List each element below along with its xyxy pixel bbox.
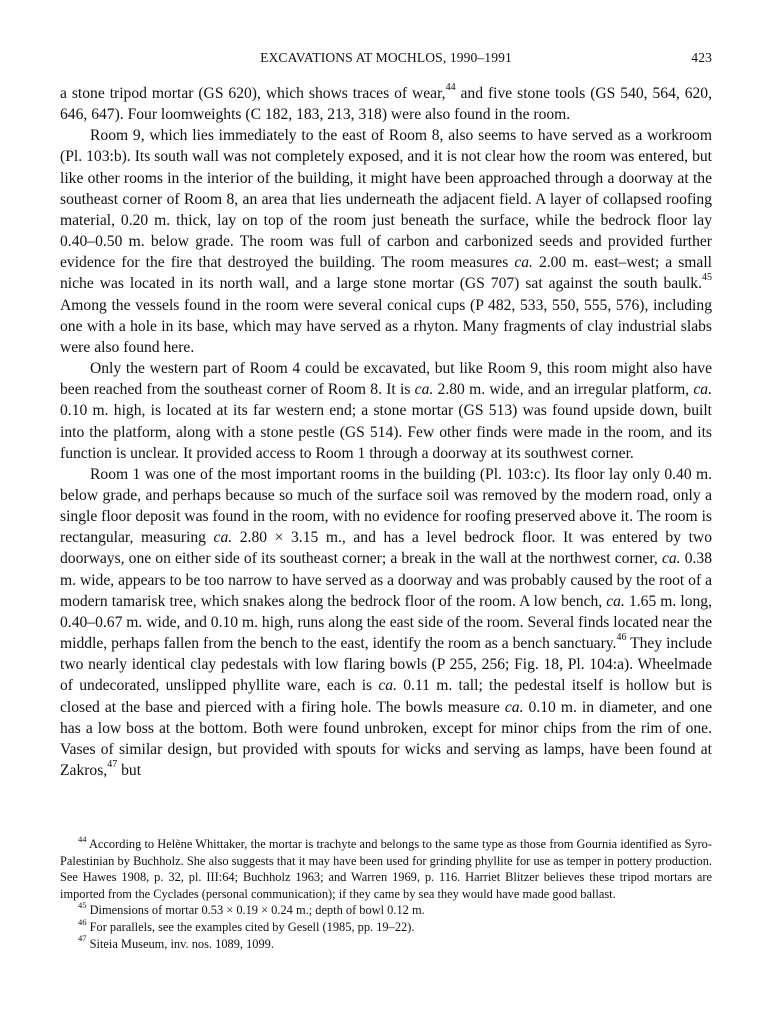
text-run: 0.38 m. wide, appears to be too narrow to have served as a doorway and was probably caused by the root of a modern tamarisk tree, which snakes along the bedrock floor of the room. A low bench, <box>60 550 712 610</box>
footnote-45 <box>60 902 712 919</box>
footnote-47 <box>60 933 712 953</box>
text-run: 2.80 × 3.15 m., and has a level bedrock floor. It was entered by two doorways, one on either side of its southeast corner; a break in the wall at the northwest corner, <box>60 529 712 568</box>
text-run: Only the western part of Room 4 could be excavated, but like Room 9, this room might also have been reached from the southeast corner of Room 8. It is <box>60 360 712 399</box>
text-run: 0.10 m. high, is located at its far western end; a stone mortar (GS 513) was found upside down, built into the platform, along with a stone pestle (GS 514). Few other finds were made in the room, and its function is unclear. It provided access to Room 1 through a doorway at its southwest corner. <box>60 402 712 462</box>
footnote-text: Dimensions of mortar 0.53 × 0.19 × 0.24 m.; depth of bowl 0.12 m. <box>89 903 425 918</box>
body-text <box>60 83 712 781</box>
text-run: 2.80 m. wide, and an irregular platform, <box>433 381 694 399</box>
paragraph-room-9 <box>60 125 712 358</box>
italic-abbrev: ca. <box>514 254 533 272</box>
paragraph-continuation <box>60 83 712 125</box>
footnote-number: 46 <box>78 916 87 927</box>
text-run: They include two nearly identical clay pedestals with low flaring bowls (P 255, 256; Fig. 18, Pl. 104:a). Wheelmade of undecorated, unslipped phyllite ware, each is <box>60 635 712 695</box>
text-run: Among the vessels found in the room were several conical cups (P 482, 533, 550, 555, 576), including one with a hole in its base, which may have served as a rhyton. Many fragments of clay industrial slabs were also found here. <box>60 296 712 356</box>
text-run: Room 9, which lies immediately to the east of Room 8, also seems to have served as a workroom (Pl. 103:b). Its south wall was not completely exposed, and it is not clear how the room was entered, but like other rooms in the interior of the building, it might have been approached through a doorway at the southeast corner of Room 8, an area that lies underneath the adjacent field. A layer of collapsed roofing material, 0.20 m. thick, lay on top of the room just beneath the surface, while the bedrock floor lay 0.40–0.50 m. below grade. The room was full of carbon and carbonized seeds and provided further evidence for the fire that destroyed the building. The room measures <box>60 127 712 272</box>
footnote-text: For parallels, see the examples cited by Gesell (1985, pp. 19–22). <box>89 919 415 934</box>
page <box>60 50 712 781</box>
footnote-46 <box>60 916 712 936</box>
italic-abbrev: ca. <box>661 550 681 568</box>
footnotes <box>60 833 712 952</box>
text-run: Room 1 was one of the most important rooms in the building (Pl. 103:c). Its floor lay only 0.40 m. below grade, and perhaps because so much of the surface soil was removed by the modern road, only a single floor deposit was found in the room, with no evidence for roofing preserved above it. The room is rectangular, measuring <box>60 465 712 547</box>
text-run: 2.00 m. east–west; a small niche was located in its north wall, and a large stone mortar (GS 707) sat against the south baulk. <box>60 254 712 293</box>
footnote-ref-46: 46 <box>616 631 627 643</box>
italic-abbrev: ca. <box>414 381 434 399</box>
italic-abbrev: ca. <box>693 381 712 399</box>
italic-abbrev: ca. <box>606 592 625 610</box>
paragraph-room-4 <box>60 358 712 464</box>
footnote-ref-45: 45 <box>702 272 712 284</box>
footnote-text: Siteia Museum, inv. nos. 1089, 1099. <box>89 936 274 951</box>
footnote-number: 45 <box>78 900 87 911</box>
italic-abbrev: ca. <box>504 698 524 716</box>
footnote-number: 47 <box>78 933 87 944</box>
text-run: and five stone tools (GS 540, 564, 620, 646, 647). Four loomweights (C 182, 183, 213, 318) were also found in the room. <box>60 85 713 124</box>
italic-abbrev: ca. <box>213 529 233 547</box>
text-run: but <box>117 762 142 779</box>
paragraph-room-1 <box>60 464 712 781</box>
text-run: 1.65 m. long, 0.40–0.67 m. wide, and 0.10 m. high, runs along the east side of the room. Several finds located near the middle, perhaps fallen from the bench to the east, identify the room as a bench sanctuary. <box>60 592 712 653</box>
text-run: a stone tripod mortar (GS 620), which shows traces of wear, <box>60 85 446 102</box>
running-header <box>60 50 712 72</box>
page-number: 423 <box>691 50 712 65</box>
italic-abbrev: ca. <box>378 677 397 695</box>
text-run: 0.10 m. in diameter, and one has a low boss at the bottom. Both were found unbroken, except for minor chips from the rim of one. Vases of similar design, but provided with spouts for wicks and serving as lamps, have been found at Zakros, <box>60 698 712 779</box>
footnote-ref-44: 44 <box>445 81 456 93</box>
footnote-text: According to Helène Whittaker, the mortar is trachyte and belongs to the same type as those from Gournia identified as Syro-Palestinian by Buchholz. She also suggests that it may have been used for grinding phyllite for use as temper in pottery production. See Hawes 1908, p. 32, pl. III:64; Buchholz 1963; and Warren 1969, p. 116. Harriet Blitzer believes these tripod mortars are imported from the Cyclades (personal communication); if they came by sea they would have made good ballast. <box>60 837 712 901</box>
footnote-44 <box>60 833 712 902</box>
running-title: EXCAVATIONS AT MOCHLOS, 1990–1991 <box>260 50 512 65</box>
footnote-number: 44 <box>78 833 87 844</box>
text-run: 0.11 m. tall; the pedestal itself is hollow but is closed at the base and pierced with a firing hole. The bowls measure <box>60 677 712 716</box>
footnote-ref-47: 47 <box>107 758 118 770</box>
